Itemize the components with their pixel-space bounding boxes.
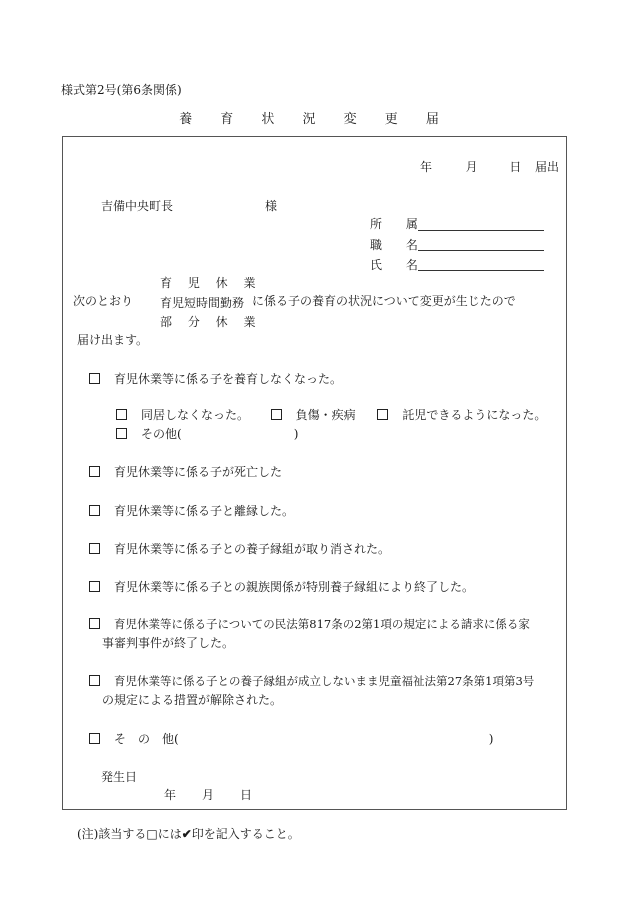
item-adoption-cancelled: 育児休業等に係る子との養子縁組が取り消された。 bbox=[89, 540, 390, 557]
date-year: 年 bbox=[420, 160, 433, 174]
option-childcare-leave[interactable]: 育 児 休 業 bbox=[160, 276, 262, 290]
form-number: 様式第2号(第6条関係) bbox=[61, 83, 182, 97]
occurrence-date: 年 月 日 bbox=[164, 788, 253, 802]
checkbox[interactable] bbox=[377, 409, 388, 420]
option-partial-leave[interactable]: 部 分 休 業 bbox=[160, 315, 262, 329]
addressee-honorific: 様 bbox=[265, 199, 278, 213]
item-welfare-measure-cont: の規定による措置が解除された。 bbox=[102, 693, 283, 707]
occurrence-label: 発生日 bbox=[101, 770, 138, 784]
submission-date bbox=[420, 158, 559, 175]
name-label: 氏 名 bbox=[370, 258, 428, 272]
check-mark-icon: ✔ bbox=[181, 827, 192, 841]
item-no-longer-raising: 育児休業等に係る子を養育しなくなった。 bbox=[89, 370, 342, 387]
name-field[interactable] bbox=[418, 270, 544, 271]
sub-reasons-row: 同居しなくなった。 負傷・疾病 託児できるようになった。 bbox=[116, 406, 546, 423]
checkbox[interactable] bbox=[271, 409, 282, 420]
checkbox[interactable] bbox=[89, 466, 100, 477]
addressee-name: 吉備中央町長 bbox=[101, 199, 174, 213]
item-family-court-cont: 事審判事件が終了した。 bbox=[102, 636, 235, 650]
checkbox[interactable] bbox=[89, 581, 100, 592]
position-field[interactable] bbox=[418, 250, 544, 251]
checkbox[interactable] bbox=[89, 543, 100, 554]
checkbox[interactable] bbox=[89, 505, 100, 516]
item-divorce: 育児休業等に係る子と離縁した。 bbox=[89, 502, 294, 519]
footnote: (注)該当する□には✔印を記入すること。 bbox=[77, 827, 300, 841]
option-short-hours[interactable]: 育児短時間勤務 bbox=[160, 296, 245, 310]
position-label: 職 名 bbox=[370, 238, 428, 252]
checkbox[interactable] bbox=[89, 373, 100, 384]
checkbox[interactable] bbox=[89, 618, 100, 629]
form-title: 養 育 状 況 変 更 届 bbox=[179, 112, 451, 127]
checkbox[interactable] bbox=[89, 675, 100, 686]
intro-closing: 届け出ます。 bbox=[77, 333, 149, 347]
item-welfare-measure: 育児休業等に係る子との養子縁組が成立しないまま児童福祉法第27条第1項第3号 bbox=[89, 673, 534, 689]
date-day: 日 bbox=[509, 160, 522, 174]
date-month: 月 bbox=[465, 160, 478, 174]
affiliation-field[interactable] bbox=[418, 230, 544, 231]
sub-other-row: その他( ) bbox=[116, 425, 298, 442]
checkbox[interactable] bbox=[116, 409, 127, 420]
intro-suffix: に係る子の養育の状況について変更が生じたので bbox=[252, 294, 516, 308]
item-death: 育児休業等に係る子が死亡した bbox=[89, 463, 282, 480]
checkbox[interactable] bbox=[116, 428, 127, 439]
item-other: そ の 他( ) bbox=[89, 730, 493, 747]
affiliation-label: 所 属 bbox=[370, 217, 428, 231]
date-suffix: 届出 bbox=[535, 160, 560, 174]
intro-prefix: 次のとおり bbox=[73, 294, 134, 308]
checkbox[interactable] bbox=[89, 733, 100, 744]
item-family-court: 育児休業等に係る子についての民法第817条の2第1項の規定による請求に係る家 bbox=[89, 616, 530, 632]
item-special-adoption: 育児休業等に係る子との親族関係が特別養子縁組により終了した。 bbox=[89, 578, 474, 595]
